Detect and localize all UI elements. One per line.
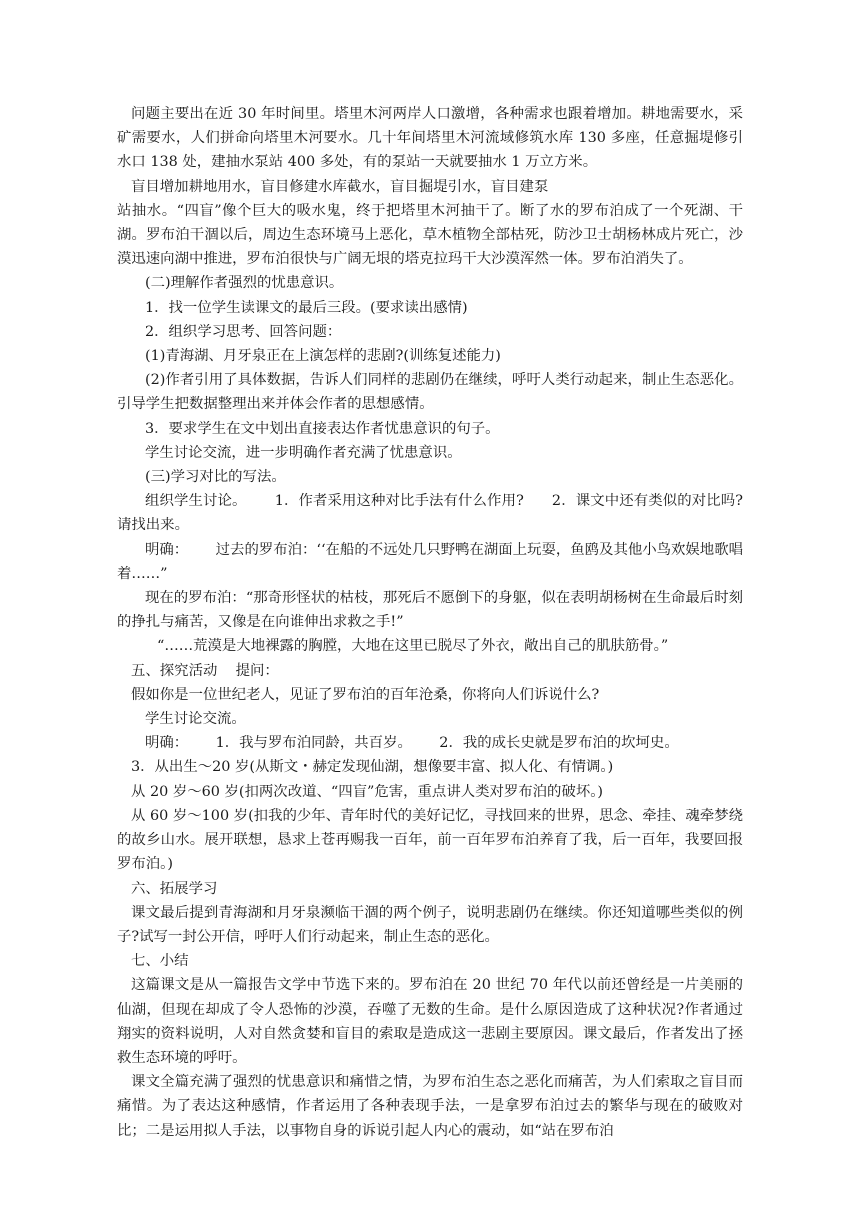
section-heading-6: 六、拓展学习: [131, 880, 218, 897]
paragraph-four-blind-1: 盲目增加耕地用水，盲目修建水库截水，盲目掘堤引水，盲目建泵: [131, 178, 549, 195]
paragraph: 组织学生讨论。 1．作者采用这种对比手法有什么作用? 2．课文中还有类似的对比吗?请找出来。: [117, 493, 743, 534]
section-heading-7: 七、小结: [131, 953, 189, 970]
paragraph: 学生讨论交流，进一步明确作者充满了忧患意识。: [145, 444, 462, 461]
paragraph: 明确： 过去的罗布泊：‘‘在船的不远处几只野鸭在湖面上玩耍，鱼鸥及其他小鸟欢娱地歌唱着……”: [117, 541, 743, 582]
list-item: (2)作者引用了具体数据，告诉人们同样的悲剧仍在继续，呼吁人类行动起来，制止生态恶化。引导学生把数据整理出来并体会作者的思想感情。: [117, 372, 743, 413]
paragraph: “……荒漠是大地裸露的胸膛，大地在这里已脱尽了外衣，敞出自己的肌肤筋骨。”: [157, 638, 669, 655]
paragraph: 明确： 1．我与罗布泊同龄，共百岁。 2．我的成长史就是罗布泊的坎坷史。: [145, 735, 679, 752]
paragraph-population-water: 问题主要出在近 30 年时间里。塔里木河两岸人口激增，各种需求也跟着增加。耕地需要水，采矿需要水，人们拼命向塔里木河要水。几十年间塔里木河流域修筑水库 130 多座，任意掘堤修引水口 138 处，建抽水泵站 400 多处，有的泵站一天就要抽水 1 万立方米。: [117, 106, 743, 171]
section-heading-5: 五、探究活动 提问：: [131, 662, 279, 679]
paragraph: 课文最后提到青海湖和月牙泉濒临干涸的两个例子，说明悲剧仍在继续。你还知道哪些类似的例子?试写一封公开信，呼吁人们行动起来，制止生态的恶化。: [117, 904, 743, 945]
paragraph: 假如你是一位世纪老人，见证了罗布泊的百年沧桑，你将向人们诉说什么?: [131, 686, 600, 703]
list-item: 从 20 岁～60 岁(扣两次改道、“四盲”危害，重点讲人类对罗布泊的破坏。): [131, 783, 604, 800]
paragraph-four-blind-2: 站抽水。“四盲”像个巨大的吸水鬼，终于把塔里木河抽干了。断了水的罗布泊成了一个死湖、干湖。罗布泊干涸以后，周边生态环境马上恶化，草木植物全部枯死，防沙卫士胡杨林成片死亡，沙漠迅速向湖中推进，罗布泊很快与广阔无垠的塔克拉玛干大沙漠浑然一体。罗布泊消失了。: [117, 202, 743, 268]
paragraph: 现在的罗布泊：“那奇形怪状的枯枝，那死后不愿倒下的身躯，似在表明胡杨树在生命最后时刻的挣扎与痛苦，又像是在向谁伸出求救之手!”: [117, 590, 743, 631]
list-item: 2．组织学习思考、回答问题：: [145, 323, 342, 340]
section-heading-3: (三)学习对比的写法。: [145, 469, 286, 486]
section-heading-2: (二)理解作者强烈的忧患意识。: [145, 275, 344, 292]
list-item: 3．要求学生在文中划出直接表达作者忧患意识的句子。: [145, 420, 500, 437]
document-body: [117, 102, 743, 1143]
paragraph: 这篇课文是从一篇报告文学中节选下来的。罗布泊在 20 世纪 70 年代以前还曾经是一片美丽的仙湖，但现在却成了令人恐怖的沙漠，吞噬了无数的生命。是什么原因造成了这种状况?作者通过翔实的资料说明，人对自然贪婪和盲目的索取是造成这一悲剧主要原因。课文最后，作者发出了拯救生态环境的呼吁。: [117, 977, 743, 1066]
list-item: 1．找一位学生读课文的最后三段。(要求读出感情): [145, 299, 468, 316]
paragraph: 课文全篇充满了强烈的忧患意识和痛惜之情，为罗布泊生态之恶化而痛苦，为人们索取之盲目而痛惜。为了表达这种感情，作者运用了各种表现手法，一是拿罗布泊过去的繁华与现在的破败对比；二是运用拟人手法，以事物自身的诉说引起人内心的震动，如“站在罗布泊: [117, 1074, 743, 1139]
list-item: 从 60 岁～100 岁(扣我的少年、青年时代的美好记忆，寻找回来的世界，思念、牵挂、魂牵梦绕的故乡山水。展开联想，恳求上苍再赐我一百年，前一百年罗布泊养育了我，后一百年，我要回报罗布泊。): [117, 807, 743, 873]
list-item: 3．从出生～20 岁(从斯文・赫定发现仙湖，想像要丰富、拟人化、有情调。): [131, 759, 614, 776]
list-item: (1)青海湖、月牙泉正在上演怎样的悲剧?(训练复述能力): [145, 348, 501, 365]
paragraph: 学生讨论交流。: [145, 711, 246, 728]
